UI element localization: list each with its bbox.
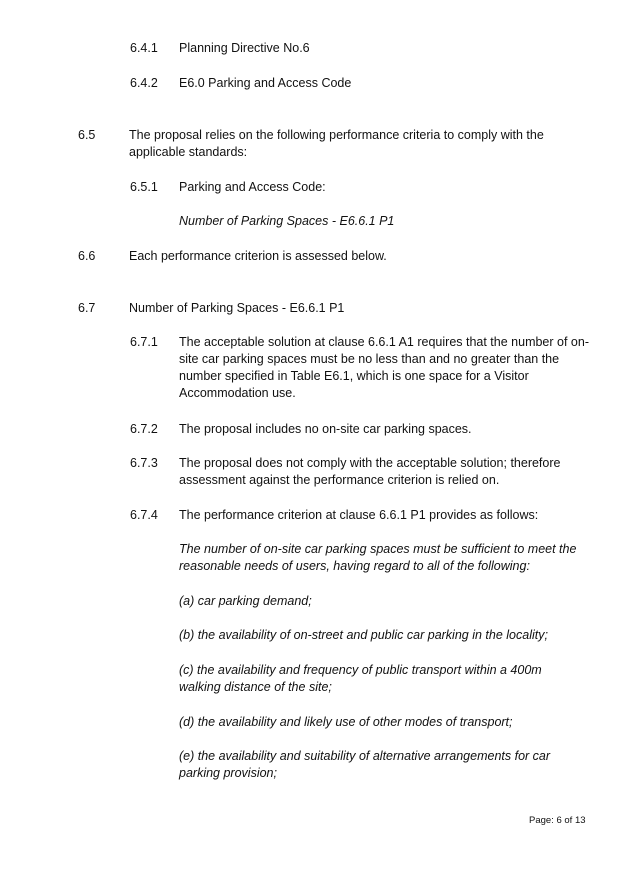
criterion-intro-line-1: The number of on-site car parking spaces must be sufficient to meet the: [179, 542, 577, 556]
section-6-6-number: 6.6: [78, 249, 96, 263]
section-6-7-3-line-1: The proposal does not comply with the acceptable solution; therefore: [179, 456, 561, 470]
section-6-7-2-text: The proposal includes no on-site car parking spaces.: [179, 422, 472, 436]
section-6-4-1-number: 6.4.1: [130, 41, 158, 55]
criterion-item-c-line-1: (c) the availability and frequency of public transport within a 400m: [179, 663, 542, 677]
criterion-item-d: (d) the availability and likely use of other modes of transport;: [179, 715, 513, 729]
criterion-item-a: (a) car parking demand;: [179, 594, 312, 608]
section-6-7-heading: Number of Parking Spaces - E6.6.1 P1: [129, 301, 345, 315]
section-6-7-1-line-3: number specified in Table E6.1, which is one space for a Visitor: [179, 369, 529, 383]
section-6-5-1-number: 6.5.1: [130, 180, 158, 194]
section-6-7-1-number: 6.7.1: [130, 335, 158, 349]
section-6-7-1-line-1: The acceptable solution at clause 6.6.1 A1 requires that the number of on-: [179, 335, 589, 349]
section-6-7-3-line-2: assessment against the performance criterion is relied on.: [179, 473, 500, 487]
criterion-item-b: (b) the availability of on-street and public car parking in the locality;: [179, 628, 548, 642]
section-6-5-number: 6.5: [78, 128, 96, 142]
page-number: Page: 6 of 13: [529, 815, 586, 826]
section-6-4-1-text: Planning Directive No.6: [179, 41, 310, 55]
criterion-item-e-line-1: (e) the availability and suitability of alternative arrangements for car: [179, 749, 551, 763]
section-6-7-number: 6.7: [78, 301, 96, 315]
section-6-7-1-line-2: site car parking spaces must be no less than and no greater than the: [179, 352, 560, 366]
criterion-item-c-line-2: walking distance of the site;: [179, 680, 332, 694]
section-6-4-2-number: 6.4.2: [130, 76, 158, 90]
criterion-reference-quote: Number of Parking Spaces - E6.6.1 P1: [179, 214, 395, 228]
section-6-5-1-text: Parking and Access Code:: [179, 180, 326, 194]
section-6-7-2-number: 6.7.2: [130, 422, 158, 436]
section-6-7-3-number: 6.7.3: [130, 456, 158, 470]
section-6-5-line-2: applicable standards:: [129, 145, 248, 159]
section-6-7-1-line-4: Accommodation use.: [179, 386, 296, 400]
criterion-item-e-line-2: parking provision;: [179, 766, 277, 780]
section-6-6-text: Each performance criterion is assessed below.: [129, 249, 387, 263]
section-6-7-4-text: The performance criterion at clause 6.6.1 P1 provides as follows:: [179, 508, 539, 522]
criterion-intro-line-2: reasonable needs of users, having regard to all of the following:: [179, 559, 530, 573]
section-6-5-line-1: The proposal relies on the following performance criteria to comply with the: [129, 128, 544, 142]
section-6-4-2-text: E6.0 Parking and Access Code: [179, 76, 352, 90]
section-6-7-4-number: 6.7.4: [130, 508, 158, 522]
